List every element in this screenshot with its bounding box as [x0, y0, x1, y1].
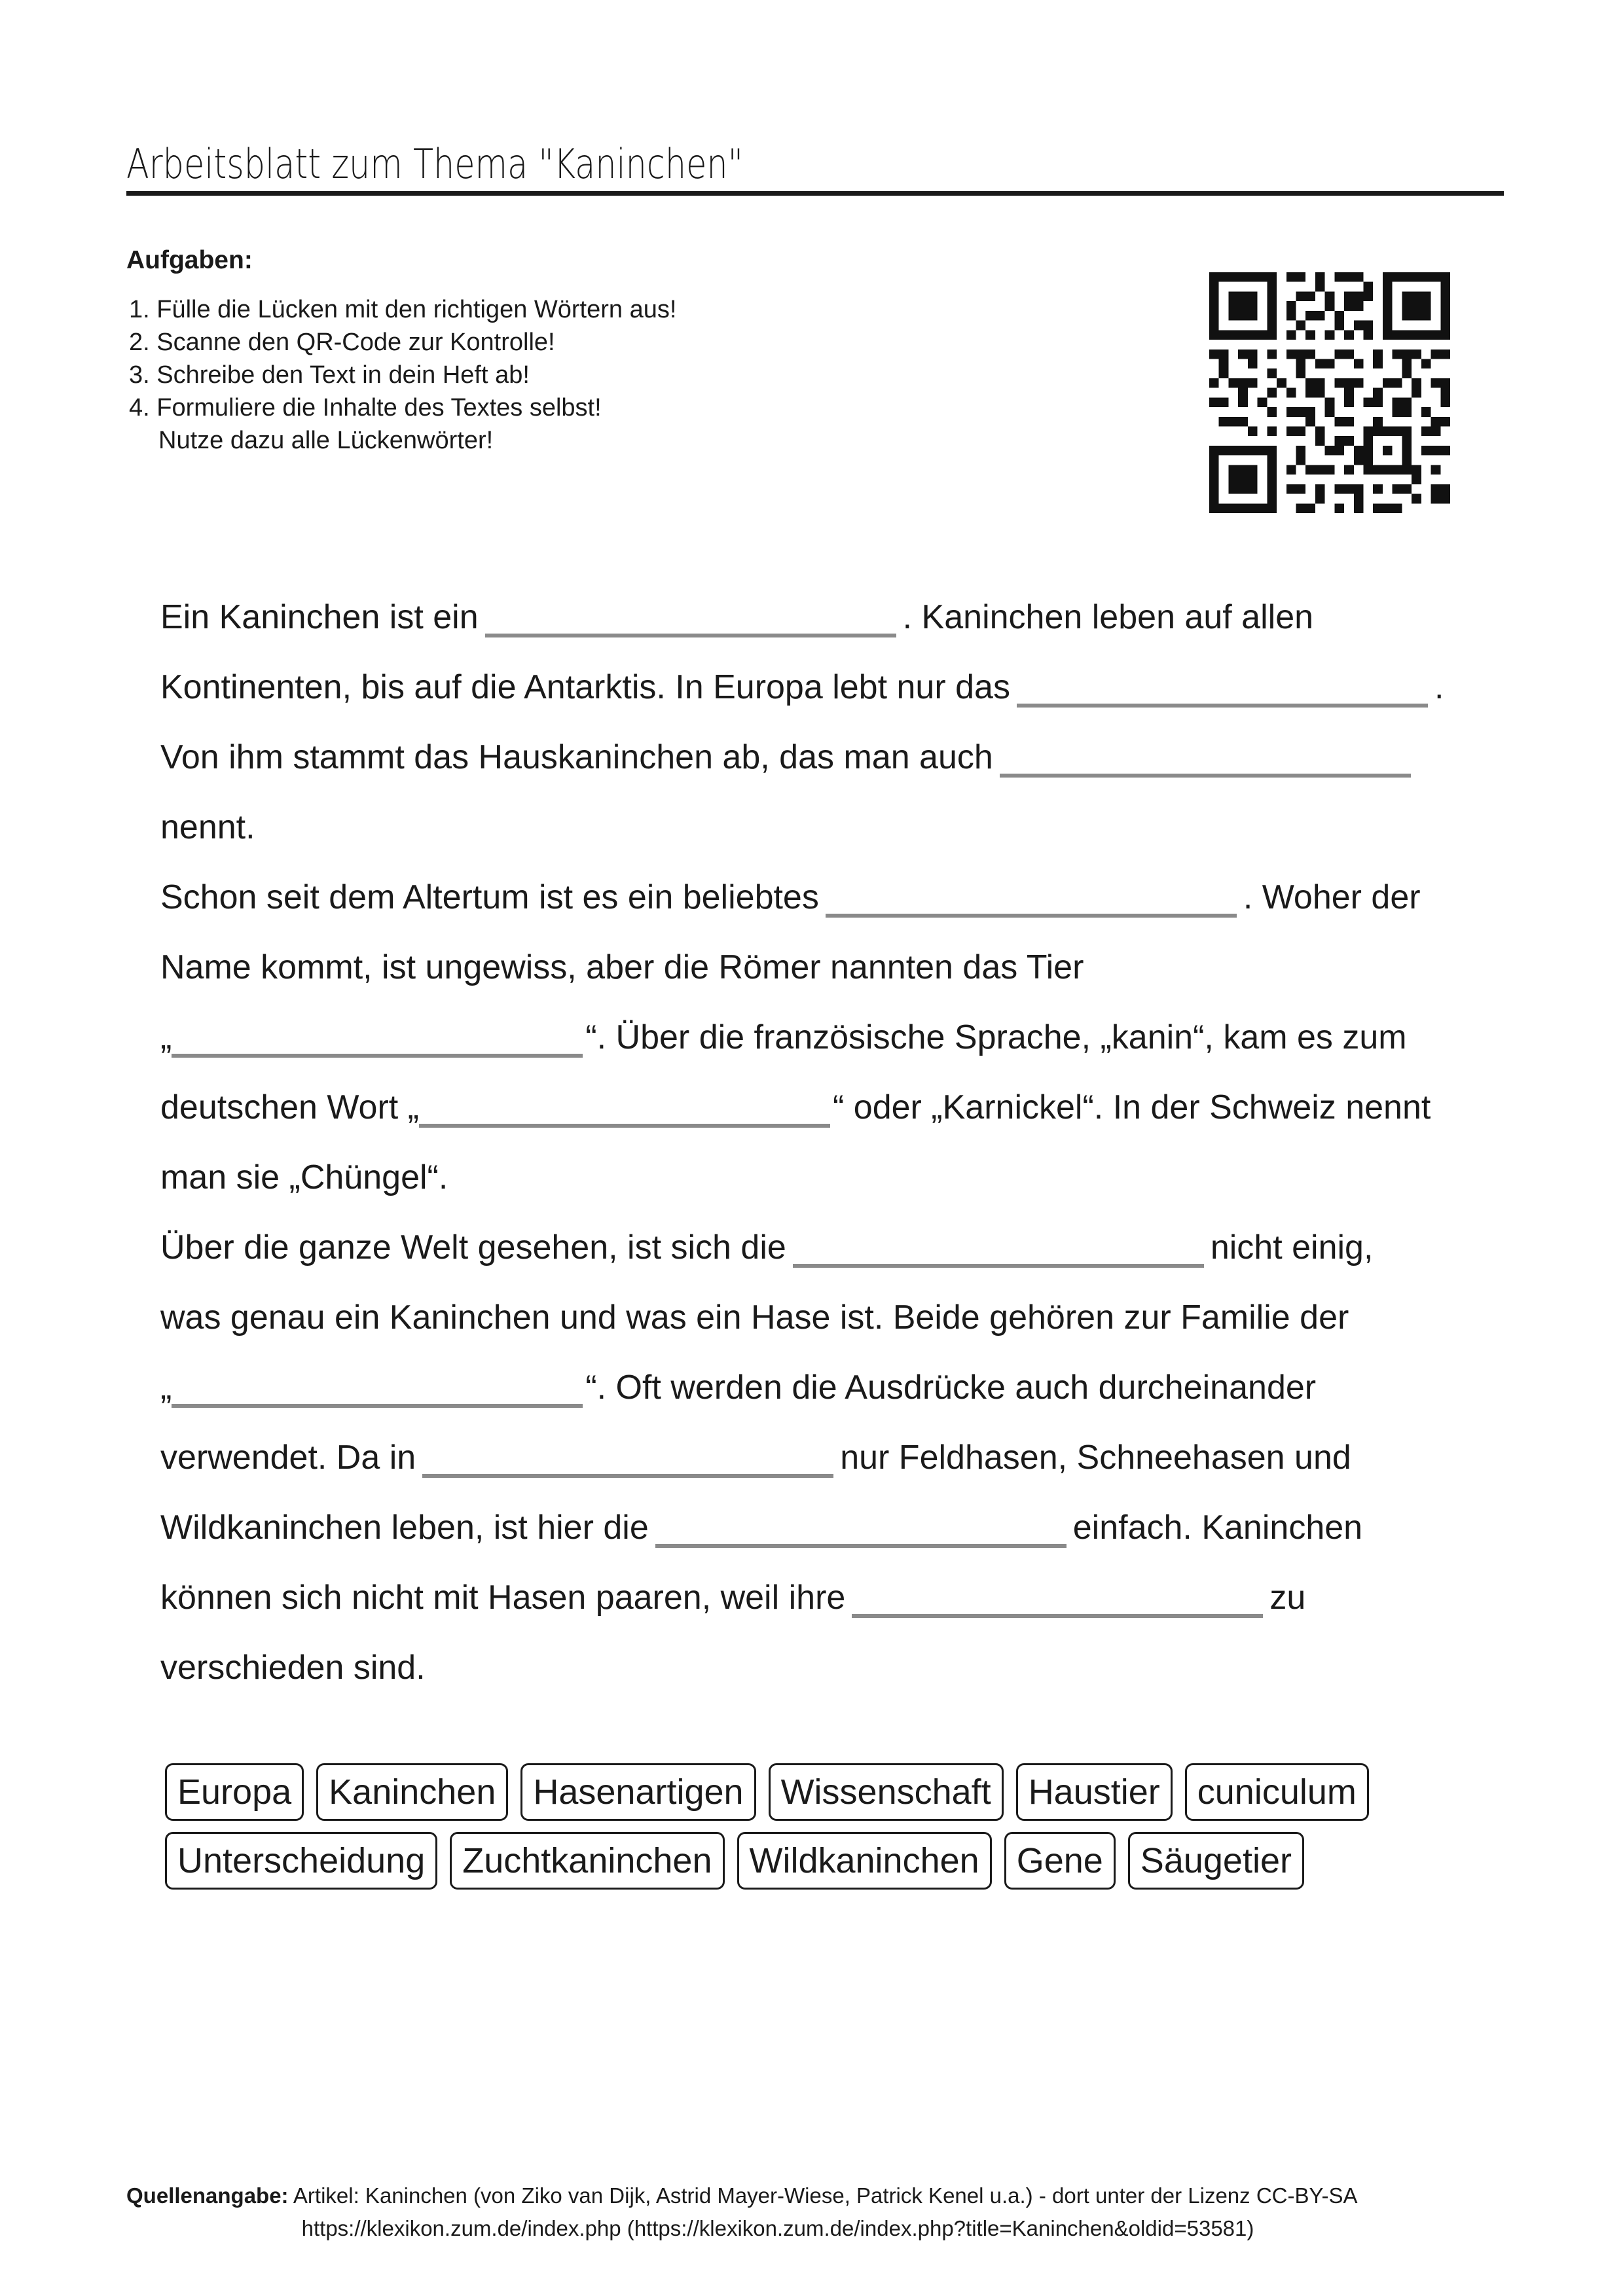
cloze-text-segment: nennt. [160, 808, 255, 846]
cloze-text [160, 583, 1509, 1703]
cloze-text-segment: deutschen Wort „ [160, 1088, 420, 1126]
word-chip[interactable]: Gene [1004, 1832, 1116, 1890]
cloze-text-segment: “. Oft werden die Ausdrücke auch durcheinander [585, 1369, 1317, 1407]
qr-code-icon [1209, 272, 1450, 513]
cloze-text-segment: Schon seit dem Altertum ist es ein beliebtes [160, 878, 819, 916]
word-chip[interactable]: Wildkaninchen [737, 1832, 992, 1890]
blank-gap[interactable] [1017, 670, 1428, 708]
cloze-text-segment: zu [1269, 1579, 1306, 1617]
cloze-text-segment: . [1434, 668, 1444, 706]
cloze-text-segment: können sich nicht mit Hasen paaren, weil ihre [160, 1579, 846, 1617]
cloze-text-segment: Über die ganze Welt gesehen, ist sich die [160, 1229, 786, 1266]
word-chip[interactable]: Zuchtkaninchen [450, 1832, 724, 1890]
word-chip[interactable]: Säugetier [1128, 1832, 1304, 1890]
task-item: 2. Scanne den QR-Code zur Kontrolle! [129, 329, 555, 356]
cloze-text-segment: . Woher der [1243, 878, 1421, 916]
word-chip[interactable]: Kaninchen [316, 1763, 508, 1821]
word-chip[interactable]: cuniculum [1185, 1763, 1369, 1821]
task-list [129, 293, 676, 457]
cloze-text-segment: Von ihm stammt das Hauskaninchen ab, das man auch [160, 738, 993, 776]
cloze-text-segment: Kontinenten, bis auf die Antarktis. In Europa lebt nur das [160, 668, 1010, 706]
cloze-text-segment: “. Über die französische Sprache, „kanin“, kam es zum [585, 1018, 1407, 1056]
cloze-text-segment: „ [160, 1369, 172, 1407]
source-label: Quellenangabe: [126, 2183, 289, 2208]
cloze-text-segment: man sie „Chüngel“. [160, 1158, 448, 1196]
cloze-text-segment: nicht einig, [1210, 1229, 1374, 1266]
source-footer [126, 2179, 1504, 2245]
word-chip[interactable]: Haustier [1016, 1763, 1173, 1821]
blank-gap[interactable] [655, 1510, 1067, 1548]
cloze-text-segment: Name kommt, ist ungewiss, aber die Römer nannten das Tier [160, 948, 1084, 986]
blank-gap[interactable] [852, 1580, 1263, 1618]
title-rule [126, 191, 1504, 196]
blank-gap[interactable] [826, 880, 1237, 918]
page-title: Arbeitsblatt zum Thema "Kaninchen" [126, 140, 743, 188]
source-text: Artikel: Kaninchen (von Ziko van Dijk, Astrid Mayer-Wiese, Patrick Kenel u.a.) - dort unter der Lizenz CC-BY-SA [288, 2183, 1358, 2208]
cloze-text-segment: “ oder „Karnickel“. In der Schweiz nennt [833, 1088, 1431, 1126]
word-chip[interactable]: Wissenschaft [769, 1763, 1004, 1821]
cloze-text-segment: verschieden sind. [160, 1649, 426, 1687]
cloze-text-segment: Ein Kaninchen ist ein [160, 598, 479, 636]
blank-gap[interactable] [422, 1440, 833, 1478]
word-chip[interactable]: Unterscheidung [165, 1832, 437, 1890]
word-bank-row [165, 1832, 1474, 1890]
task-item: 1. Fülle die Lücken mit den richtigen Wörtern aus! [129, 296, 677, 323]
cloze-text-segment: . Kaninchen leben auf allen [902, 598, 1314, 636]
cloze-text-segment: was genau ein Kaninchen und was ein Hase ist. Beide gehören zur Familie der [160, 1299, 1349, 1336]
task-item-continuation: Nutze dazu alle Lückenwörter! [158, 427, 494, 454]
source-url[interactable]: https://klexikon.zum.de/index.php (https://klexikon.zum.de/index.php?title=Kaninchen&oldid=53581) [301, 2216, 1254, 2240]
cloze-text-segment: „ [160, 1018, 172, 1056]
blank-gap[interactable] [172, 1370, 583, 1408]
word-bank [165, 1763, 1474, 1901]
word-chip[interactable]: Europa [165, 1763, 304, 1821]
cloze-text-segment: einfach. Kaninchen [1072, 1509, 1363, 1547]
word-chip[interactable]: Hasenartigen [520, 1763, 756, 1821]
cloze-text-segment: verwendet. Da in [160, 1439, 416, 1477]
blank-gap[interactable] [1000, 740, 1411, 778]
task-item: 3. Schreibe den Text in dein Heft ab! [129, 361, 530, 389]
cloze-text-segment: Wildkaninchen leben, ist hier die [160, 1509, 649, 1547]
blank-gap[interactable] [793, 1230, 1204, 1268]
blank-gap[interactable] [485, 600, 896, 637]
word-bank-row [165, 1763, 1474, 1821]
tasks-heading: Aufgaben: [126, 246, 253, 274]
cloze-text-segment: nur Feldhasen, Schneehasen und [840, 1439, 1351, 1477]
task-item: 4. Formuliere die Inhalte des Textes selbst! [129, 394, 602, 422]
blank-gap[interactable] [419, 1090, 830, 1128]
blank-gap[interactable] [172, 1020, 583, 1058]
